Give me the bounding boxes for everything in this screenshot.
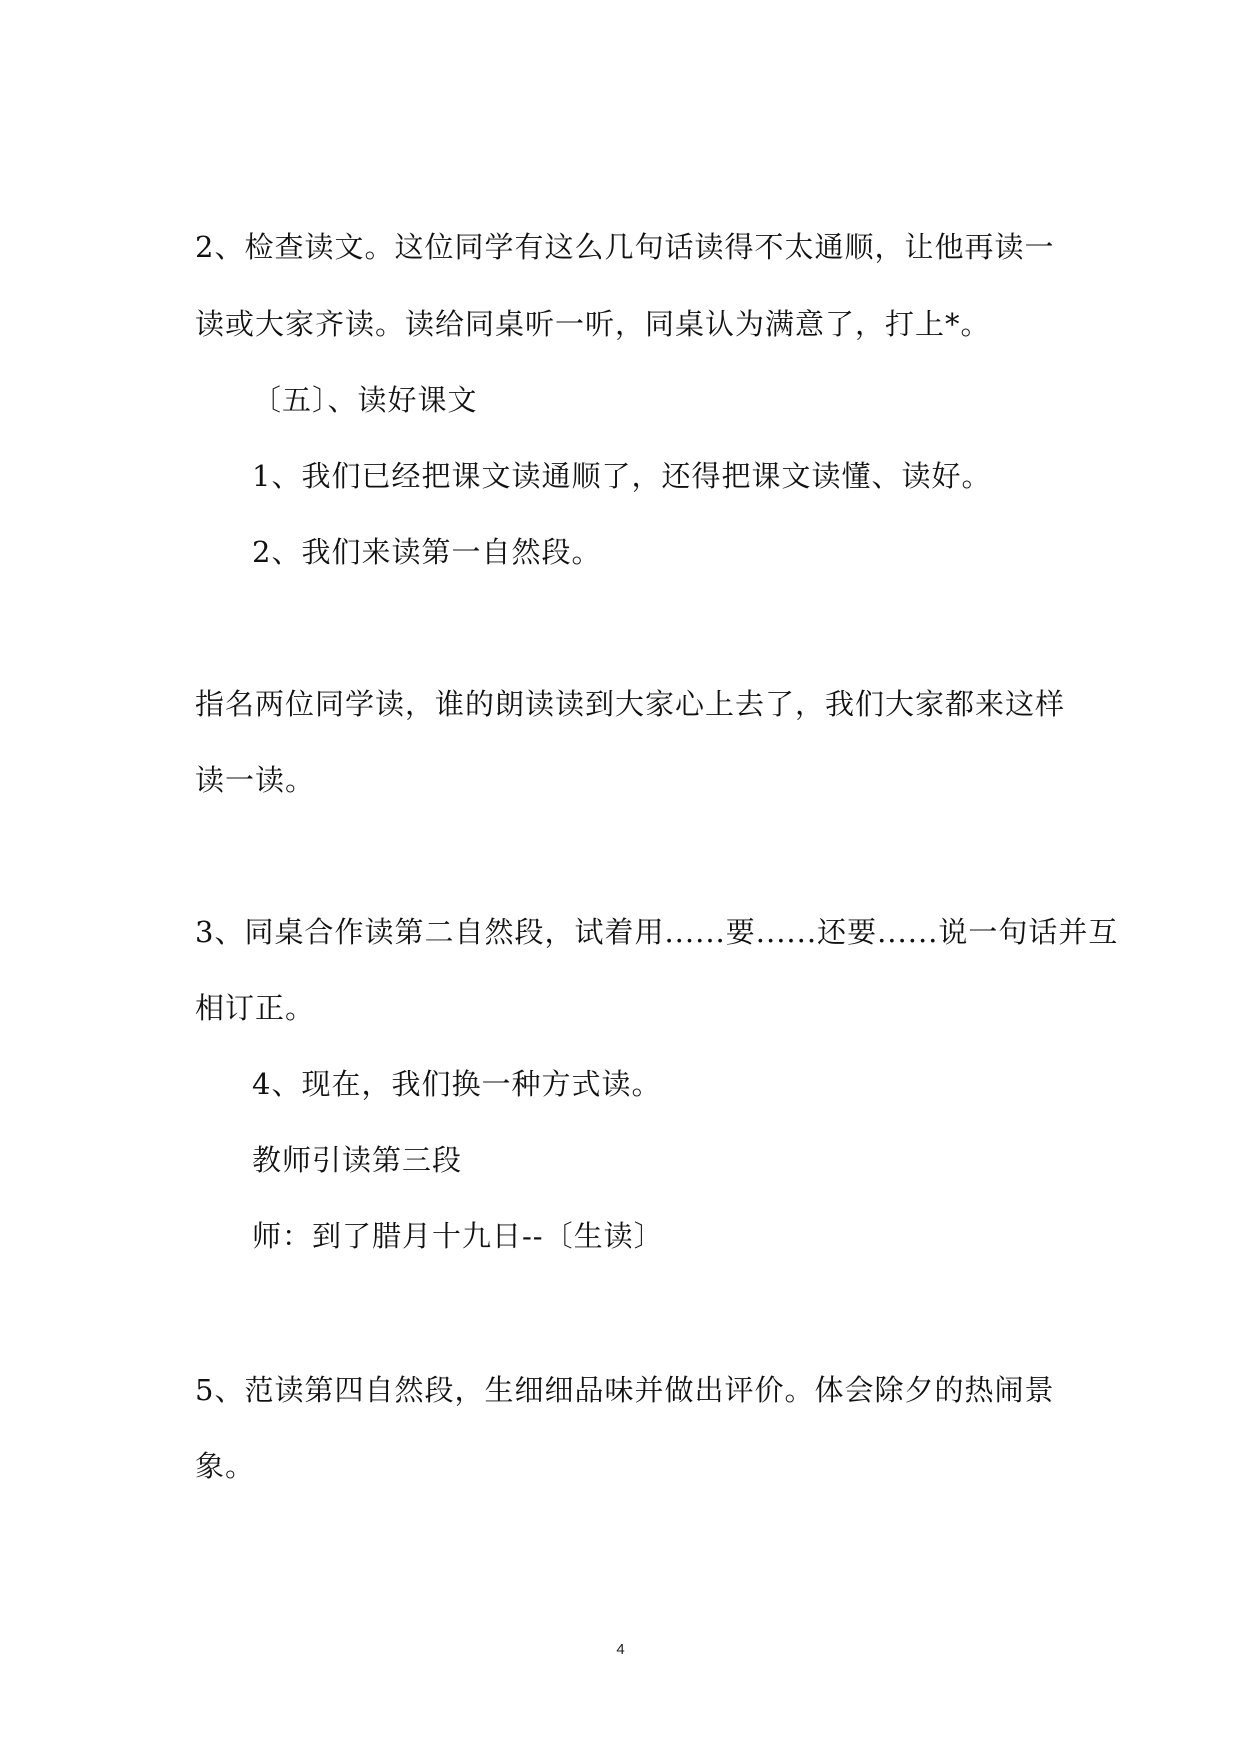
paragraph-named-reading-line-2: 读一读。 xyxy=(195,763,316,797)
paragraph-2: 2、我们来读第一自然段。 xyxy=(252,535,602,569)
paragraph-1: 1、我们已经把课文读通顺了，还得把课文读懂、读好。 xyxy=(252,459,992,493)
paragraph-teacher-guided: 教师引读第三段 xyxy=(252,1143,463,1177)
paragraph-4: 4、现在，我们换一种方式读。 xyxy=(252,1067,662,1101)
paragraph-5-line-2: 象。 xyxy=(195,1449,256,1483)
paragraph-named-reading-line-1: 指名两位同学读，谁的朗读读到大家心上去了，我们大家都来这样 xyxy=(195,687,1066,721)
paragraph-2-line-2: 读或大家齐读。读给同桌听一听，同桌认为满意了，打上*。 xyxy=(195,307,991,341)
page-number: 4 xyxy=(616,1641,625,1658)
paragraph-3-line-2: 相订正。 xyxy=(195,991,316,1025)
paragraph-5-line-1: 5、范读第四自然段，生细细品味并做出评价。体会除夕的热闹景 xyxy=(195,1373,1055,1407)
paragraph-teacher-line: 师：到了腊月十九日--〔生读〕 xyxy=(252,1219,664,1253)
paragraph-3-line-1: 3、同桌合作读第二自然段，试着用......要......还要......说一句话并互 xyxy=(195,915,1119,949)
section-heading: 〔五〕、读好课文 xyxy=(252,383,478,417)
paragraph-2-line-1: 2、检查读文。这位同学有这么几句话读得不太通顺，让他再读一 xyxy=(195,230,1055,264)
